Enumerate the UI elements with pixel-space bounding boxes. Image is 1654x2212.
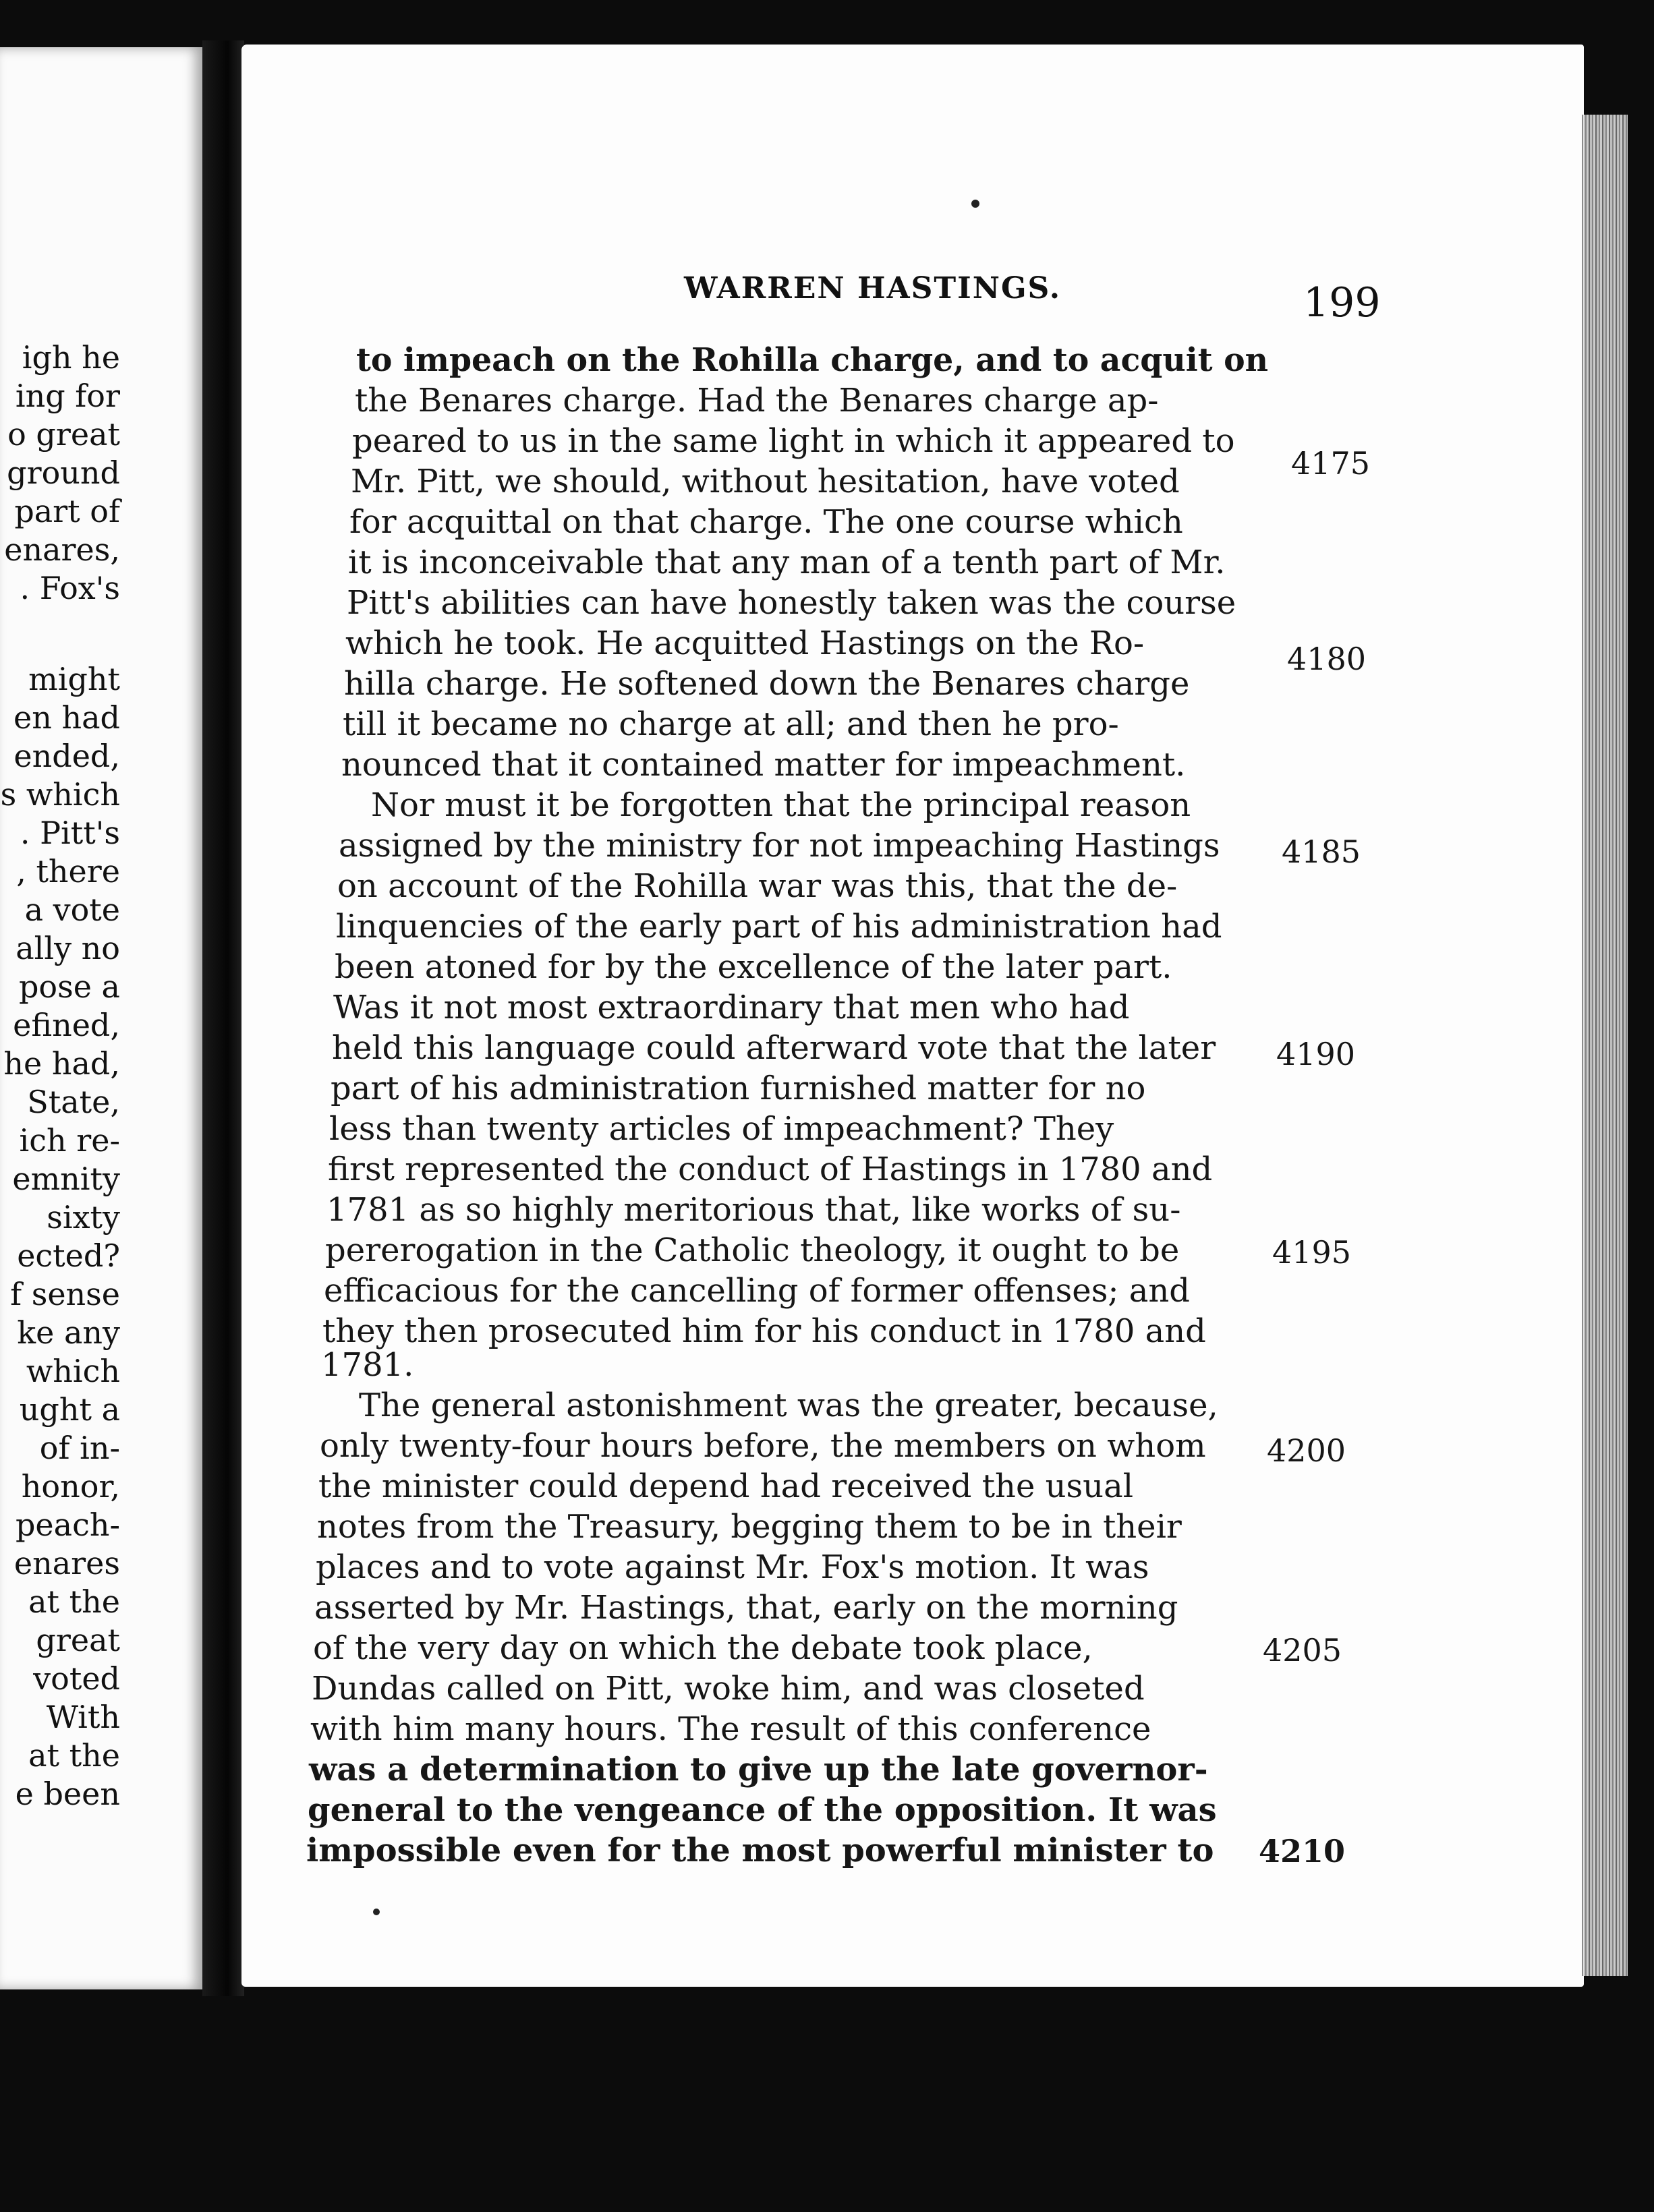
text-line: nounced that it contained matter for impeachment. bbox=[341, 746, 1186, 784]
left-fragment: enares bbox=[13, 1545, 120, 1581]
text-line: till it became no charge at all; and then he pro- bbox=[343, 705, 1119, 743]
left-fragment: ke any bbox=[17, 1314, 120, 1351]
text-line: which he took. He acquitted Hastings on the Ro- bbox=[345, 624, 1145, 662]
text-line: the minister could depend had received the usual bbox=[318, 1467, 1134, 1505]
line-number: 4180 bbox=[1287, 641, 1367, 677]
text-line: Mr. Pitt, we should, without hesitation, have voted bbox=[351, 463, 1180, 500]
text-line: less than twenty articles of impeachment? They bbox=[329, 1110, 1114, 1148]
left-fragment: en had bbox=[13, 699, 120, 736]
left-fragment: , there bbox=[16, 853, 120, 890]
text-line: linquencies of the early part of his administration had bbox=[336, 908, 1222, 945]
text-line: asserted by Mr. Hastings, that, early on the morning bbox=[314, 1589, 1178, 1627]
left-fragment: o great bbox=[7, 416, 120, 453]
left-fragment: a vote bbox=[24, 892, 120, 928]
line-number: 4205 bbox=[1263, 1632, 1342, 1668]
left-fragment: f sense bbox=[10, 1276, 120, 1312]
page-number: 199 bbox=[1303, 279, 1381, 326]
left-fragment: pose a bbox=[18, 968, 120, 1005]
line-number: 4190 bbox=[1276, 1036, 1356, 1072]
left-fragment: s which bbox=[0, 776, 120, 813]
running-head: WARREN HASTINGS. bbox=[684, 271, 1062, 305]
left-fragment: efined, bbox=[13, 1007, 120, 1043]
text-line: the Benares charge. Had the Benares charge ap- bbox=[355, 382, 1159, 419]
text-line: they then prosecuted him for his conduct in 1780 and bbox=[322, 1312, 1206, 1350]
text-line: only twenty-four hours before, the members on whom bbox=[320, 1427, 1206, 1465]
text-line: of the very day on which the debate took place, bbox=[313, 1629, 1093, 1667]
text-line: Nor must it be forgotten that the principal reason bbox=[371, 786, 1191, 824]
text-line: notes from the Treasury, begging them to be in their bbox=[317, 1508, 1182, 1546]
text-line: peared to us in the same light in which it appeared to bbox=[352, 422, 1235, 460]
text-line: Was it not most extraordinary that men who had bbox=[333, 989, 1130, 1026]
text-line: to impeach on the Rohilla charge, and to acquit on bbox=[356, 341, 1269, 379]
left-fragment: enares, bbox=[4, 531, 120, 568]
text-line: first represented the conduct of Hastings in 1780 and bbox=[328, 1151, 1213, 1188]
text-line: impossible even for the most powerful minister to bbox=[306, 1832, 1214, 1869]
text-line: 1781 as so highly meritorious that, like works of su- bbox=[326, 1191, 1181, 1229]
text-line: for acquittal on that charge. The one course which bbox=[349, 503, 1183, 541]
left-fragment: . Pitt's bbox=[20, 815, 120, 851]
left-fragment: at the bbox=[28, 1583, 120, 1620]
text-line: 1781. bbox=[321, 1346, 414, 1384]
left-fragment: honor, bbox=[21, 1468, 120, 1505]
left-fragment: at the bbox=[28, 1737, 120, 1774]
text-line: assigned by the ministry for not impeaching Hastings bbox=[339, 827, 1220, 865]
line-number: 4210 bbox=[1259, 1833, 1346, 1869]
left-fragment: . Fox's bbox=[20, 570, 120, 606]
left-fragment: voted bbox=[33, 1660, 120, 1697]
left-fragment: might bbox=[28, 661, 120, 697]
line-number: 4185 bbox=[1282, 834, 1361, 870]
text-line: been atoned for by the excellence of the later part. bbox=[335, 948, 1172, 986]
text-line: efficacious for the cancelling of former offenses; and bbox=[324, 1272, 1191, 1310]
text-line: held this language could afterward vote that the later bbox=[332, 1029, 1216, 1067]
line-number: 4200 bbox=[1267, 1432, 1346, 1469]
left-fragment: ended, bbox=[13, 738, 120, 774]
text-line: it is inconceivable that any man of a tenth part of Mr. bbox=[348, 544, 1226, 581]
text-line: Dundas called on Pitt, woke him, and was closeted bbox=[312, 1670, 1145, 1708]
left-fragment: ught a bbox=[19, 1391, 120, 1428]
line-number: 4195 bbox=[1272, 1234, 1352, 1271]
left-fragment: peach- bbox=[15, 1507, 120, 1543]
text-line: places and to vote against Mr. Fox's motion. It was bbox=[316, 1548, 1149, 1586]
line-number: 4175 bbox=[1291, 445, 1371, 482]
text-line: was a determination to give up the late governor- bbox=[309, 1751, 1208, 1788]
left-fragment: part of bbox=[14, 493, 120, 529]
left-fragment: emnity bbox=[12, 1161, 120, 1197]
left-fragment: ally no bbox=[16, 930, 120, 966]
text-line: general to the vengeance of the opposition. It was bbox=[308, 1791, 1217, 1829]
left-fragment: ground bbox=[7, 455, 120, 491]
left-fragment: of in- bbox=[39, 1430, 120, 1466]
left-fragment: he had, bbox=[3, 1045, 120, 1082]
left-fragment: great bbox=[36, 1622, 120, 1658]
text-line: hilla charge. He softened down the Benares charge bbox=[344, 665, 1190, 703]
left-fragment: ing for bbox=[15, 378, 120, 414]
left-fragment: igh he bbox=[22, 339, 120, 376]
left-fragment: which bbox=[26, 1353, 120, 1389]
text-line: on account of the Rohilla war was this, that the de- bbox=[337, 867, 1178, 905]
left-fragment: State, bbox=[27, 1084, 120, 1120]
text-line: The general astonishment was the greater, because, bbox=[359, 1387, 1218, 1424]
left-fragment: sixty bbox=[47, 1199, 120, 1235]
text-line: part of his administration furnished matter for no bbox=[331, 1070, 1146, 1107]
left-fragment: ich re- bbox=[19, 1122, 120, 1159]
text-line: pererogation in the Catholic theology, it ought to be bbox=[325, 1231, 1180, 1269]
left-fragment: ected? bbox=[17, 1238, 120, 1274]
left-fragment: With bbox=[46, 1699, 120, 1735]
text-line: with him many hours. The result of this conference bbox=[310, 1710, 1151, 1748]
text-line: Pitt's abilities can have honestly taken was the course bbox=[347, 584, 1236, 622]
left-fragment: e been bbox=[15, 1776, 120, 1812]
